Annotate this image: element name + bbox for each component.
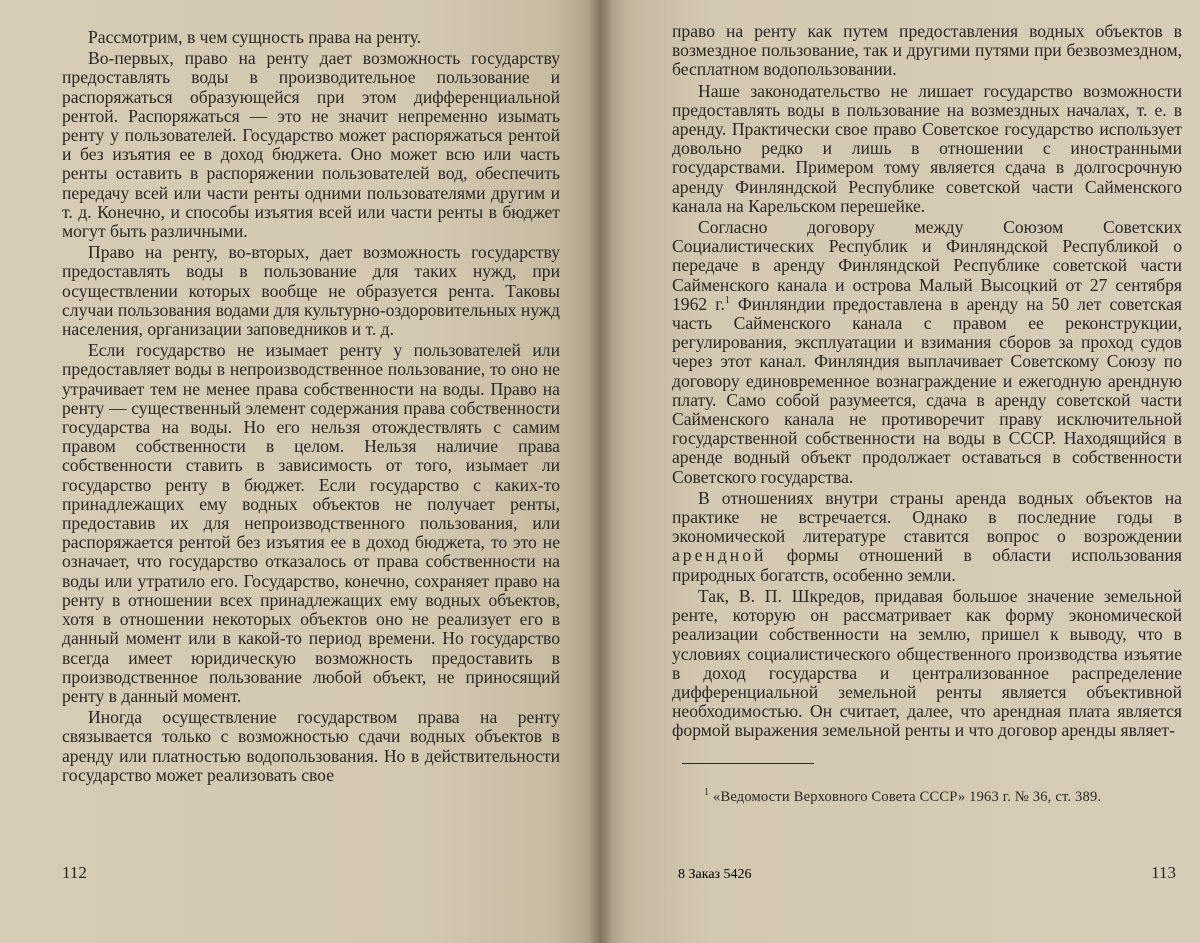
left-paragraph-5: Иногда осуществление государством права на ренту связывается только с возможностью сдачи водных объектов в аренду или платностью водопользования. Но в действительности государство может реализовать свое bbox=[62, 707, 560, 785]
footnote bbox=[704, 788, 1182, 806]
printer-signature-mark: 8 Заказ 5426 bbox=[678, 867, 752, 882]
left-paragraph-1: Рассмотрим, в чем сущность права на ренту. bbox=[88, 27, 422, 47]
right-paragraph-4-end: формы отношений в области использования природных богатств, особенно земли. bbox=[672, 545, 1182, 585]
right-paragraph-1: право на ренту как путем предоставления водных объектов в возмездное пользование, так и другими путями при безвозмездном, бесплатном водопользовании. bbox=[672, 21, 1182, 80]
left-page-text bbox=[62, 28, 560, 785]
right-paragraph-3-start: Согласно договору между Союзом Советских Социалистических Республик и Финляндской Республикой о передаче в аренду Финляндской Республике советской части Сайменского канала и острова Малый Высоцкий от 27 сентября 1962 г. bbox=[672, 217, 1182, 314]
spaced-emphasis-word: арендной bbox=[672, 545, 767, 566]
left-paragraph-2: Во-первых, право на ренту дает возможность государству предоставлять воды в производительное пользование и распоряжаться образующейся при этом дифференциальной рентой. Распоряжаться — это не значит непременно изымать ренту у пользователей. Государство может распоряжаться рентой и без изъятия ее в доход бюджета. Оно может всю или часть ренты оставить в распоряжении пользователей вод, обеспечить передачу всей или части ренты одними пользователями другим и т. д. Конечно, и способы изъятия всей или части ренты в бюджет могут быть различными. bbox=[62, 48, 560, 242]
footnote-number: 1 bbox=[704, 786, 710, 798]
left-paragraph-4: Если государство не изымает ренту у пользователей или предоставляет воды в непроизводственное пользование, то оно не утрачивает тем не менее права собственности на воды. Право на ренту — существенный элемент содержания права собственности государства на воды. Но его нельзя отождествлять с самим правом собственности в целом. Нельзя наличие права собственности ставить в зависимость от того, изымает ли государство ренту в бюджет. Если государство с каких-то принадлежащих ему водных объектов не получает ренты, предоставив их для непроизводственного пользования, или распоряжается рентой без изъятия ее в доход бюджета, то это не означает, что государство отказалось от права собственности на воды или утратило его. Государство, конечно, сохраняет право на ренту в отношении всех принадлежащих ему водных объектов, хотя в отношении некоторых объектов оно не реализует его в данный момент или в какой-то период времени. Но государство всегда имеет юридическую возможность предоставить в производственное пользование любой объект, не приносящий ренту в данный момент. bbox=[62, 340, 560, 706]
right-page-text bbox=[672, 22, 1182, 741]
footnote-reference: 1 bbox=[724, 294, 730, 306]
footnote-text: «Ведомости Верховного Совета СССР» 1963 г. № 36, ст. 389. bbox=[713, 788, 1102, 805]
right-paragraph-2: Наше законодательство не лишает государство возможности предоставлять воды в пользование на возмездных началах, т. е. в аренду. Практически свое право Советское государство использует довольно редко и лишь в отношении с иностранными государствами. Примером тому является сдача в долгосрочную аренду Финляндской Республике советской части Сайменского канала на Карельском перешейке. bbox=[672, 80, 1182, 216]
left-paragraph-3: Право на ренту, во-вторых, дает возможность государству предоставлять воды в пользование для таких нужд, при осуществлении которых вообще не образуется рента. Таковы случаи пользования водами для культурно-оздоровительных нужд населения, организации заповедников и т. д. bbox=[62, 242, 560, 340]
right-page bbox=[600, 0, 1200, 943]
right-paragraph-4 bbox=[672, 489, 1182, 585]
right-paragraph-3 bbox=[672, 218, 1182, 487]
right-paragraph-4-start: В отношениях внутри страны аренда водных объектов на практике не встречается. Однако в последние годы в экономической литературе ставится вопрос о возрождении bbox=[672, 487, 1182, 547]
page-number-right: 113 bbox=[1151, 863, 1176, 882]
right-paragraph-3-end: Финляндии предоставлена в аренду на 50 лет советская часть Сайменского канала с правом ее реконструкции, регулирования, эксплуатации и взимания сборов за проход судов через этот канал. Финляндия выплачивает Советскому Союзу по договору единовременное вознаграждение и ежегодную арендную плату. Само собой разумеется, сдача в аренду советской части Сайменского канала не противоречит праву исключительной государственной собственности на воды в СССР. Находящийся в аренде водный объект продолжает оставаться в собственности Советского государства. bbox=[672, 293, 1182, 487]
page-number-left: 112 bbox=[62, 863, 87, 882]
right-paragraph-5: Так, В. П. Шкредов, придавая большое значение земельной ренте, которую он рассматривает как форму экономической реализации собственности на землю, пришел к выводу, что в условиях социалистического общественного производства изъятие в доход государства и централизованное распределение дифференциальной земельной ренты является объективной необходимостью. Он считает, далее, что арендная плата является формой выражения земельной ренты и что договор аренды являет- bbox=[672, 585, 1182, 741]
footnote-divider bbox=[682, 763, 814, 764]
